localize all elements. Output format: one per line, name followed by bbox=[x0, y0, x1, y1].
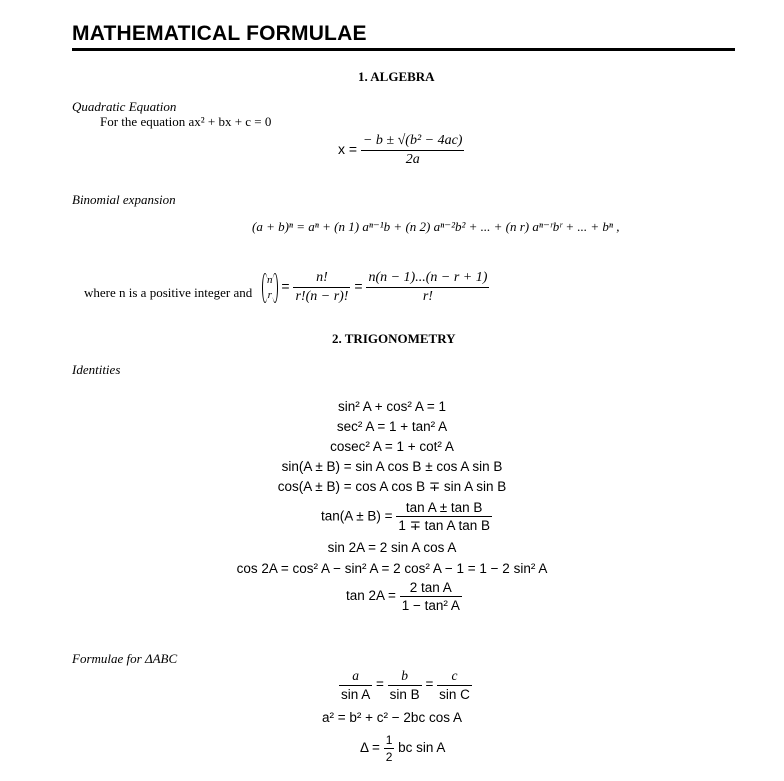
tan-sum-num: tan A ± tan B bbox=[396, 500, 492, 517]
binom-nr: n r bbox=[262, 273, 278, 303]
trig-identities bbox=[192, 397, 592, 497]
area-num: 1 bbox=[385, 733, 393, 747]
coef-fraction-2 bbox=[366, 270, 489, 305]
sine-rule-c bbox=[437, 668, 472, 702]
label-quadratic: Quadratic Equation bbox=[72, 99, 177, 114]
coef-fraction-1 bbox=[293, 270, 350, 305]
coef1-den: r!(n − r)! bbox=[295, 289, 349, 304]
identity-sec: sec² A = 1 + tan² A bbox=[336, 419, 448, 434]
quad-lhs: x = bbox=[338, 141, 358, 158]
quad-denominator: 2a bbox=[405, 152, 420, 167]
sin-double-angle: sin 2A = 2 sin A cos A bbox=[327, 540, 457, 555]
tan-sum-formula bbox=[321, 500, 492, 534]
identity-sin-sum: sin(A ± B) = sin A cos B ± cos A sin B bbox=[281, 459, 503, 474]
title-underline bbox=[72, 48, 735, 51]
cosine-rule: a² = b² + c² − 2bc cos A bbox=[322, 710, 462, 725]
area-fraction bbox=[384, 733, 395, 764]
section-trigonometry: 2. TRIGONOMETRY bbox=[332, 331, 456, 346]
sine-rule-c-num: c bbox=[437, 668, 472, 686]
page-title: MATHEMATICAL FORMULAE bbox=[72, 22, 367, 45]
quadratic-description: For the equation ax² + bx + c = 0 bbox=[100, 114, 272, 129]
area-formula bbox=[360, 733, 445, 764]
quad-numerator: − b ± √(b² − 4ac) bbox=[361, 133, 465, 151]
coef2-den: r! bbox=[422, 289, 433, 304]
tan2a-fraction bbox=[400, 580, 462, 613]
quadratic-formula bbox=[338, 133, 464, 168]
tan2a-den: 1 − tan² A bbox=[401, 598, 460, 613]
tan-sum-fraction bbox=[396, 500, 492, 534]
identity-pythagorean: sin² A + cos² A = 1 bbox=[337, 399, 447, 414]
sine-rule-a bbox=[339, 668, 372, 702]
tan-double-angle bbox=[346, 580, 462, 613]
cos-double-angle: cos 2A = cos² A − sin² A = 2 cos² A − 1 = 1 − 2 sin² A bbox=[236, 561, 548, 576]
tan2a-lhs: tan 2A = bbox=[346, 588, 396, 604]
identity-cosec: cosec² A = 1 + cot² A bbox=[330, 439, 454, 454]
sine-rule: $\frac{a}{\text{sin A}}$ = $\frac{b}{\text{sin B}}$ = $\frac{c}{\text{sin C}}$ bbox=[341, 668, 470, 702]
area-den: 2 bbox=[385, 750, 393, 764]
sine-rule-a-den: sin A bbox=[341, 687, 371, 702]
sine-rule-b-den: sin B bbox=[389, 687, 420, 702]
label-binomial: Binomial expansion bbox=[72, 192, 176, 207]
binomial-coefficient: n r = $\frac{n!}{r!(n - r)!}$ = $\frac{n(n - 1)...(n - r + 1)}{r!}$ bbox=[262, 270, 489, 305]
section-algebra: 1. ALGEBRA bbox=[358, 69, 435, 84]
tan-sum-lhs: tan(A ± B) = bbox=[321, 508, 393, 524]
where-text: where n is a positive integer and bbox=[84, 285, 253, 300]
label-identities: Identities bbox=[72, 362, 121, 377]
sine-rule-c-den: sin C bbox=[439, 687, 470, 702]
identity-cos-sum: cos(A ± B) = cos A cos B ∓ sin A sin B bbox=[277, 479, 507, 494]
sine-rule-b bbox=[388, 668, 422, 702]
tan2a-num: 2 tan A bbox=[400, 580, 462, 597]
sine-rule-b-num: b bbox=[388, 668, 422, 686]
quad-fraction bbox=[361, 133, 465, 168]
coef2-num: n(n − 1)...(n − r + 1) bbox=[366, 270, 489, 288]
sine-rule-a-num: a bbox=[339, 668, 372, 686]
binomial-expansion: (a + b)ⁿ = aⁿ + (n 1) aⁿ⁻¹b + (n 2) aⁿ⁻²b² + ... + (n r) aⁿ⁻ʳbʳ + ... + bⁿ , bbox=[252, 219, 620, 234]
coef1-num: n! bbox=[293, 270, 350, 288]
area-rhs: bc sin A bbox=[398, 740, 446, 756]
area-lhs: Δ = bbox=[360, 740, 380, 756]
label-triangle: Formulae for ΔABC bbox=[72, 651, 178, 666]
tan-sum-den: 1 ∓ tan A tan B bbox=[398, 518, 490, 533]
